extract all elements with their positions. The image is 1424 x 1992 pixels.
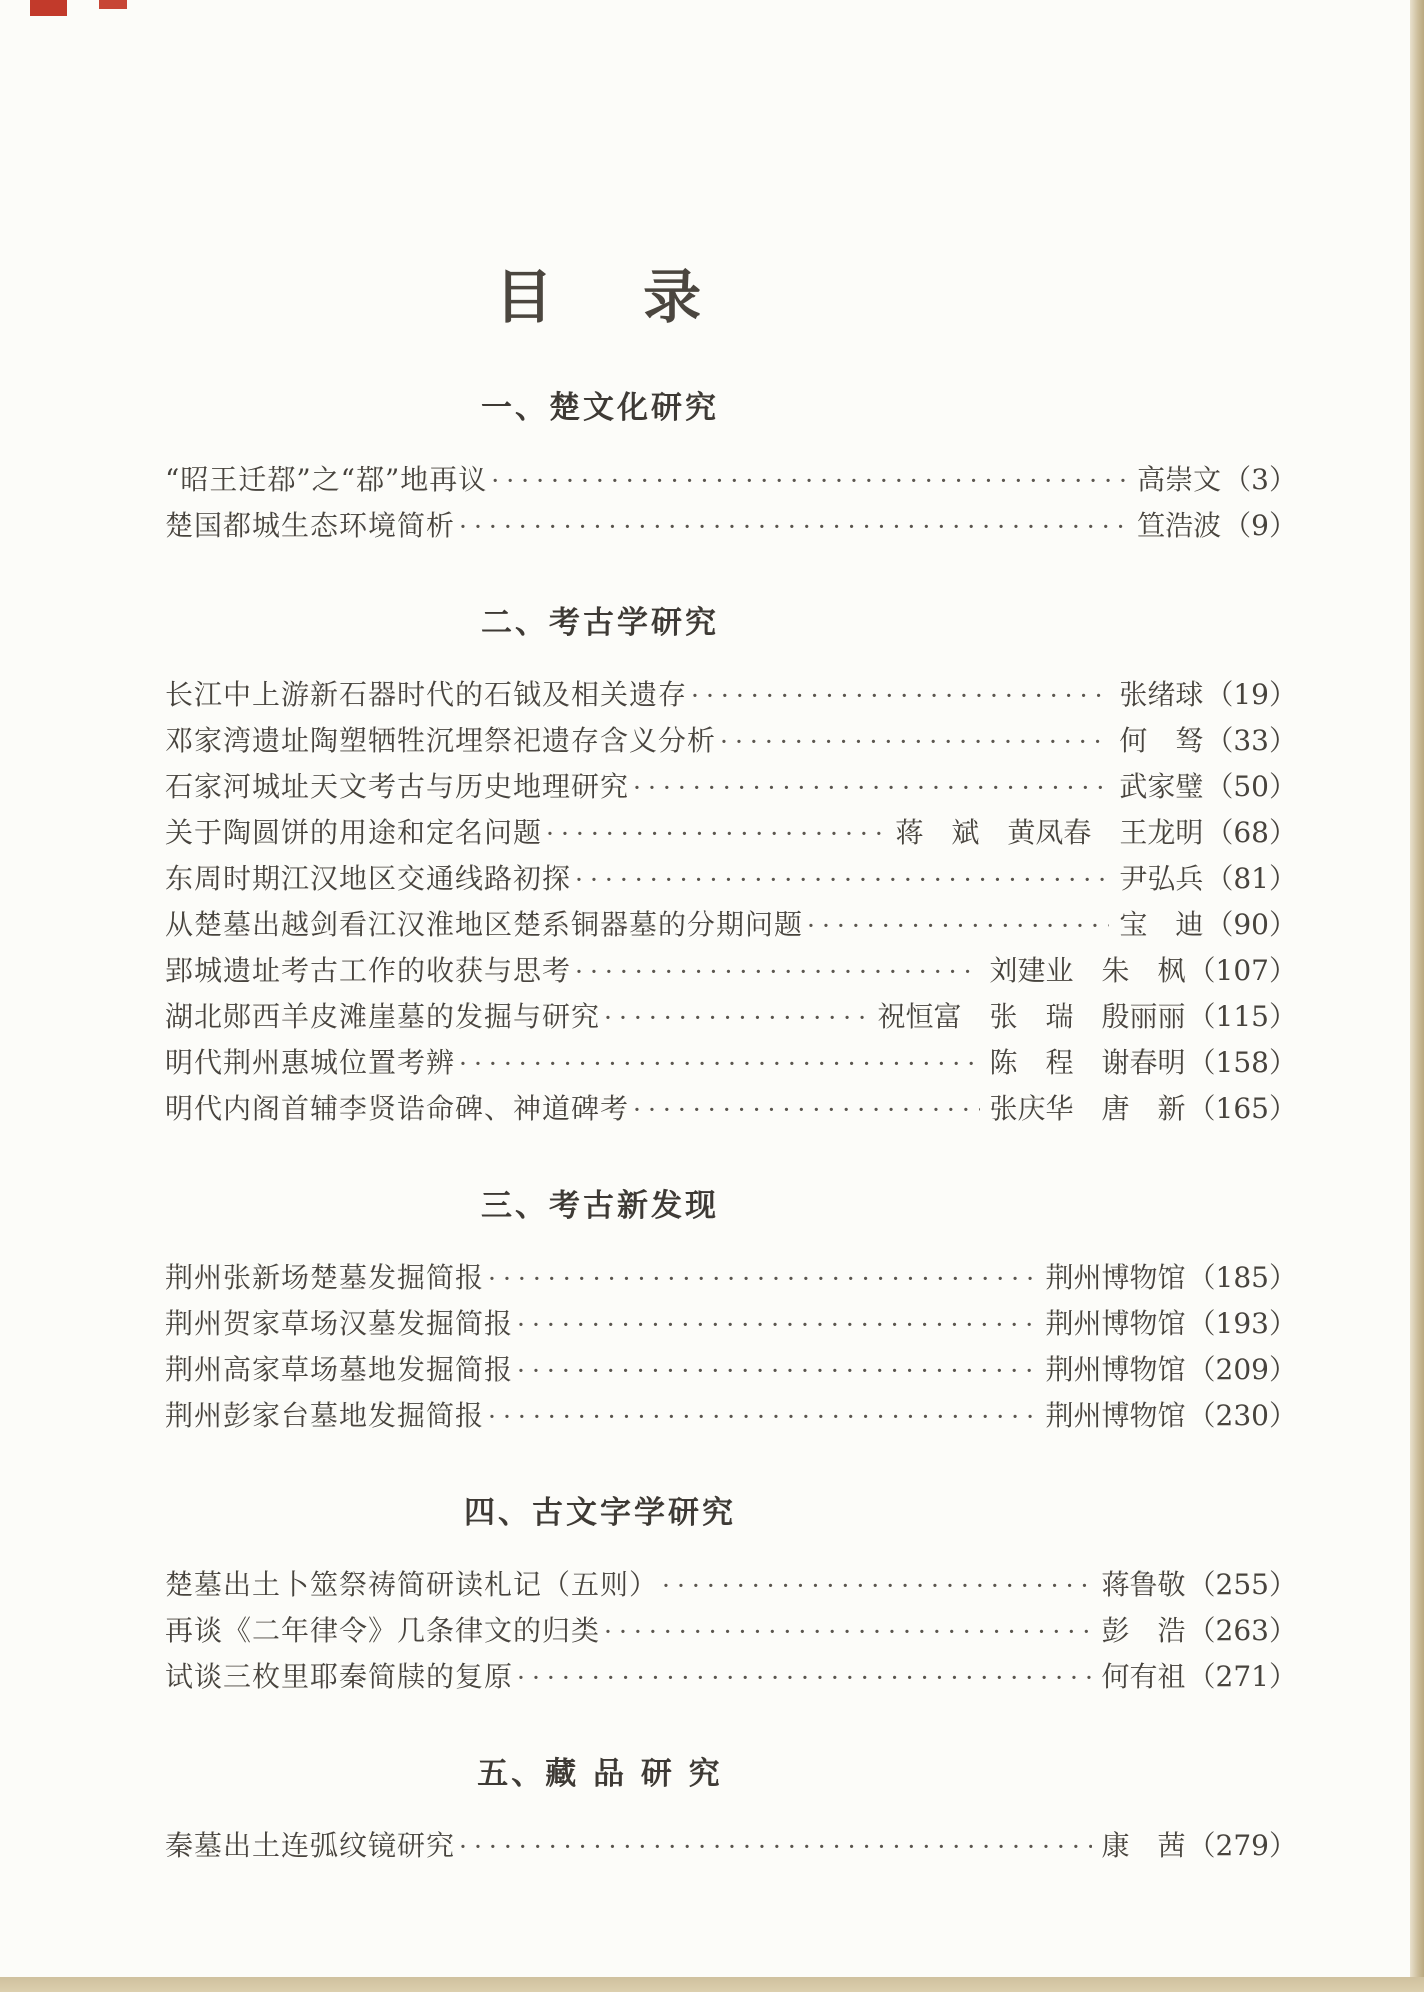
- entry-title: 东周时期江汉地区交通线路初探: [165, 862, 572, 895]
- toc-entry: [165, 994, 1297, 1040]
- entry-title: 从楚墓出越剑看江汉淮地区楚系铜器墓的分期问题: [165, 908, 804, 941]
- entry-authors: [990, 1086, 1186, 1132]
- toc-entry: [165, 503, 1297, 549]
- entry-authors: [1119, 672, 1203, 718]
- toc-entry: [165, 672, 1297, 718]
- dot-leader: [459, 1823, 1092, 1870]
- section-heading: 四、古文字学研究: [464, 1495, 736, 1531]
- section-heading: 一、楚文化研究: [481, 390, 719, 426]
- entry-title: 楚国都城生态环境简析: [165, 509, 456, 542]
- entry-title: 郢城遗址考古工作的收获与思考: [165, 954, 572, 987]
- entry-author: 张庆华: [989, 1092, 1074, 1125]
- entry-author: 刘建业: [989, 954, 1074, 987]
- dot-leader: [662, 1562, 1092, 1609]
- entry-author: 何有祖: [1101, 1660, 1186, 1693]
- dot-leader: [517, 1301, 1036, 1348]
- entry-title: 试谈三枚里耶秦简牍的复原: [165, 1660, 514, 1693]
- entry-author: 唐 新: [1101, 1092, 1186, 1125]
- section-heading: 三、考古新发现: [481, 1188, 719, 1224]
- dot-leader: [720, 718, 1109, 765]
- dot-leader: [459, 1040, 980, 1087]
- section-entries: [165, 1562, 1297, 1700]
- entry-authors: [1137, 503, 1221, 549]
- entry-author: 荆州博物馆: [1045, 1261, 1186, 1294]
- dot-leader: [517, 1654, 1092, 1701]
- entry-page: （50）: [1205, 770, 1297, 803]
- section-heading: 二、考古学研究: [481, 605, 719, 641]
- dot-leader: [491, 457, 1127, 504]
- section-entries: [165, 457, 1297, 549]
- entry-authors: [895, 810, 1203, 856]
- entry-authors: [1119, 718, 1203, 764]
- entry-authors: [1137, 457, 1221, 503]
- toc-entry: [165, 1823, 1297, 1869]
- entry-authors: [990, 1040, 1186, 1086]
- entry-page: （81）: [1205, 862, 1297, 895]
- entry-author: 彭 浩: [1101, 1614, 1186, 1647]
- entry-authors: [1046, 1301, 1186, 1347]
- page-title: 目 录: [494, 263, 706, 331]
- entry-title: 长江中上游新石器时代的石钺及相关遗存: [165, 678, 688, 711]
- entry-author: 黄凤春: [1007, 816, 1092, 849]
- entry-page: （271）: [1187, 1660, 1297, 1693]
- toc-entry: [165, 810, 1297, 856]
- section-entries: [165, 672, 1297, 1132]
- entry-page: （3）: [1223, 463, 1297, 496]
- entry-page: （115）: [1187, 1000, 1297, 1033]
- entry-page: （68）: [1205, 816, 1297, 849]
- entry-authors: [1102, 1654, 1186, 1700]
- entry-author: 康 茜: [1101, 1829, 1186, 1862]
- red-registration-mark: [99, 0, 127, 9]
- dot-leader: [633, 1086, 980, 1133]
- section-entries: [165, 1255, 1297, 1439]
- entry-authors: [1046, 1347, 1186, 1393]
- entry-page: （209）: [1187, 1353, 1297, 1386]
- entry-page: （158）: [1187, 1046, 1297, 1079]
- toc-entry: [165, 1040, 1297, 1086]
- toc-entry: [165, 718, 1297, 764]
- entry-author: 武家璧: [1119, 770, 1204, 803]
- entry-author: 张 瑞: [989, 1000, 1074, 1033]
- entry-page: （185）: [1187, 1261, 1297, 1294]
- entry-authors: [1119, 902, 1203, 948]
- dot-leader: [633, 764, 1109, 811]
- dot-leader: [604, 1608, 1092, 1655]
- toc-entry: [165, 948, 1297, 994]
- entry-title: 石家河城址天文考古与历史地理研究: [165, 770, 630, 803]
- entry-author: 蒋 斌: [895, 816, 980, 849]
- entry-title: 再谈《二年律令》几条律文的归类: [165, 1614, 601, 1647]
- entry-authors: [1102, 1562, 1186, 1608]
- entry-authors: [1102, 1823, 1186, 1869]
- entry-author: 陈 程: [989, 1046, 1074, 1079]
- toc-entry: [165, 1562, 1297, 1608]
- entry-author: 蒋鲁敬: [1101, 1568, 1186, 1601]
- entry-author: 尹弘兵: [1119, 862, 1204, 895]
- toc-entry: [165, 1255, 1297, 1301]
- scan-edge-right: [1410, 0, 1424, 1992]
- entry-title: 荆州彭家台墓地发掘简报: [165, 1399, 485, 1432]
- toc-entry: [165, 1347, 1297, 1393]
- entry-author: 荆州博物馆: [1045, 1307, 1186, 1340]
- entry-author: 高崇文: [1137, 463, 1222, 496]
- section-heading: 五、藏 品 研 究: [477, 1756, 723, 1792]
- entry-author: 宝 迪: [1119, 908, 1204, 941]
- entry-title: 关于陶圆饼的用途和定名问题: [165, 816, 543, 849]
- entry-author: 祝恒富: [877, 1000, 962, 1033]
- entry-title: 明代内阁首辅李贤诰命碑、神道碑考: [165, 1092, 630, 1125]
- entry-author: 王龙明: [1119, 816, 1204, 849]
- toc-entry: [165, 457, 1297, 503]
- entry-page: （193）: [1187, 1307, 1297, 1340]
- entry-page: （19）: [1205, 678, 1297, 711]
- entry-page: （9）: [1223, 509, 1297, 542]
- section-entries: [165, 1823, 1297, 1869]
- entry-page: （263）: [1187, 1614, 1297, 1647]
- toc-entry: [165, 764, 1297, 810]
- dot-leader: [807, 902, 1109, 949]
- entry-authors: [1046, 1255, 1186, 1301]
- entry-author: 荆州博物馆: [1045, 1353, 1186, 1386]
- entry-page: （230）: [1187, 1399, 1297, 1432]
- toc-entry: [165, 902, 1297, 948]
- dot-leader: [575, 856, 1109, 903]
- toc-entry: [165, 1301, 1297, 1347]
- entry-title: 邓家湾遗址陶塑牺牲沉埋祭祀遗存含义分析: [165, 724, 717, 757]
- entry-page: （279）: [1187, 1829, 1297, 1862]
- entry-author: 笪浩波: [1137, 509, 1222, 542]
- entry-author: 谢春明: [1101, 1046, 1186, 1079]
- dot-leader: [691, 672, 1109, 719]
- entry-authors: [1046, 1393, 1186, 1439]
- toc-entry: [165, 1393, 1297, 1439]
- entry-author: 朱 枫: [1101, 954, 1186, 987]
- entry-page: （107）: [1187, 954, 1297, 987]
- entry-authors: [1119, 856, 1203, 902]
- entry-title: 荆州贺家草场汉墓发掘简报: [165, 1307, 514, 1340]
- dot-leader: [488, 1393, 1036, 1440]
- entry-page: （33）: [1205, 724, 1297, 757]
- entry-author: 殷丽丽: [1101, 1000, 1186, 1033]
- dot-leader: [517, 1347, 1036, 1394]
- entry-page: （165）: [1187, 1092, 1297, 1125]
- toc-entry: [165, 1654, 1297, 1700]
- dot-leader: [488, 1255, 1036, 1302]
- dot-leader: [604, 994, 867, 1041]
- toc-entry: [165, 1608, 1297, 1654]
- entry-title: 楚墓出土卜筮祭祷简研读札记（五则）: [165, 1568, 659, 1601]
- entry-title: 秦墓出土连弧纹镜研究: [165, 1829, 456, 1862]
- entry-title: 湖北郧西羊皮滩崖墓的发掘与研究: [165, 1000, 601, 1033]
- entry-title: 明代荆州惠城位置考辨: [165, 1046, 456, 1079]
- entry-author: 何 驽: [1119, 724, 1204, 757]
- dot-leader: [546, 810, 885, 857]
- entry-title: 荆州高家草场墓地发掘简报: [165, 1353, 514, 1386]
- red-registration-mark: [30, 0, 67, 16]
- entry-page: （255）: [1187, 1568, 1297, 1601]
- toc-entry: [165, 856, 1297, 902]
- entry-authors: [1119, 764, 1203, 810]
- toc-entry: [165, 1086, 1297, 1132]
- entry-authors: [990, 948, 1186, 994]
- entry-authors: [1102, 1608, 1186, 1654]
- entry-authors: [878, 994, 1186, 1040]
- entry-author: 张绪球: [1119, 678, 1204, 711]
- entry-page: （90）: [1205, 908, 1297, 941]
- entry-author: 荆州博物馆: [1045, 1399, 1186, 1432]
- scan-edge-bottom: [0, 1977, 1424, 1992]
- entry-title: “昭王迁鄀”之“鄀”地再议: [165, 463, 488, 496]
- dot-leader: [459, 503, 1127, 550]
- entry-title: 荆州张新场楚墓发掘简报: [165, 1261, 485, 1294]
- dot-leader: [575, 948, 980, 995]
